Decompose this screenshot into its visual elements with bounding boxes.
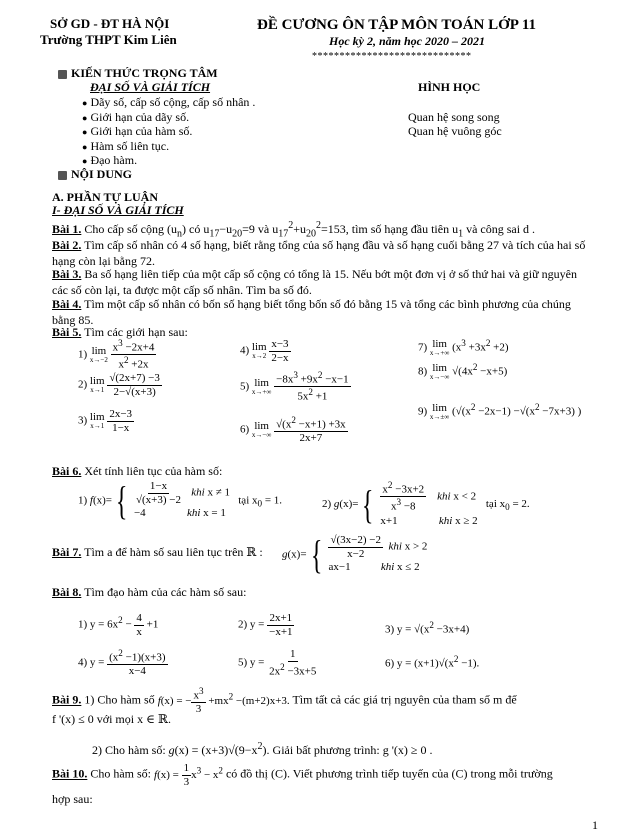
limit-5: 5) lim x→+∞ $\frac{-8x^3 +9x^2 -x-1}{5x^2 +1}$ bbox=[240, 370, 349, 403]
content-heading: NỘI DUNG bbox=[58, 167, 132, 183]
problem-10: Bài 10. Cho hàm số: f(x) = $\frac{1}{3}$ $x^3 - x^2$ có đồ thị (C). Viết phương trình tiếp tuyến của (C) trong mỗi trường bbox=[52, 762, 553, 788]
geometry-item: Quan hệ song song bbox=[408, 110, 500, 124]
header-dept: SỞ GD - ĐT HÀ NỘI bbox=[50, 16, 170, 31]
algebra-heading: ĐẠI SỐ VÀ GIẢI TÍCH bbox=[90, 80, 211, 94]
limit-9: 9) lim x→±∞ ($√(x^2 -2x-1) -√(x^2 -7x+3)$ ) bbox=[418, 402, 582, 422]
problem-5: Bài 5. Tìm các giới hạn sau: bbox=[52, 325, 188, 339]
problem-1: Bài 1. Cho cấp số cộng $(u_n)$ có $u_{17}-u_{20}=9$ và $u_{17}^2+u_{20}^2=153$, tìm số hạng đầu tiên $u_1$ và công sai d . bbox=[52, 220, 536, 240]
limit-8: 8) lim x→−∞ $√(4x^2 -x+5)$ bbox=[418, 362, 508, 382]
problem-9-part2: 2) Cho hàm số: $g(x) = (x+3)√(9-x^2)$. Giải bất phương trình: g '(x) ≥ 0 . bbox=[92, 741, 433, 757]
limit-3: 3) lim x→1 $\frac{2x-3}{1-x}$ bbox=[78, 408, 133, 434]
problem-9: Bài 9. 1) Cho hàm số f(x) = − $\frac{x^3}{3}$ $+mx^2 -(m+2)x+3$. Tìm tất cả các giá trị nguyên của tham số m để bbox=[52, 686, 517, 716]
problem-3: Bài 3. Ba số hạng liên tiếp của một cấp số cộng có tổng là 15. Nếu bớt một đơn vị ở số thứ hai và giữ nguyên các số còn lại, ta được một cấp số nhân. Tìm ba số đó. bbox=[52, 267, 577, 297]
problem-9-condition: f '(x) ≤ 0 với mọi x ∈ ℝ. bbox=[52, 712, 171, 726]
pointer-icon bbox=[58, 70, 67, 79]
problem-6: Bài 6. Xét tính liên tục của hàm số: bbox=[52, 464, 223, 478]
algebra-item: ● Đạo hàm. bbox=[82, 153, 138, 167]
derivative-1: 1) $y = 6x^2$ − $\frac{4}{x}$ +1 bbox=[78, 612, 159, 638]
algebra-item: ● Giới hạn của dãy số. bbox=[82, 110, 190, 124]
pointer-icon bbox=[58, 171, 67, 180]
problem-7: Bài 7. Tìm a để hàm số sau liên tục trên ℝ : bbox=[52, 545, 263, 559]
problem-8: Bài 8. Tìm đạo hàm của các hàm số sau: bbox=[52, 585, 247, 599]
header-stars: ***************************** bbox=[312, 51, 472, 62]
part-i-heading: I- ĐẠI SỐ VÀ GIẢI TÍCH bbox=[52, 203, 184, 217]
limit-1: 1) lim x→−2 $\frac{x^3 -2x+4}{x^2 +2x}$ bbox=[78, 338, 155, 371]
header-title: ĐỀ CƯƠNG ÔN TẬP MÔN TOÁN LỚP 11 bbox=[257, 17, 537, 33]
algebra-item: ● Hàm số liên tục. bbox=[82, 139, 170, 153]
limit-7: 7) lim x→+∞ $(x^3 +3x^2 +2)$ bbox=[418, 338, 509, 358]
function-g-piecewise-a: g(x)={ $\frac{√(3x-2) -2}{x-2}$ khi x > 2 ax−1 khi x ≤ 2 bbox=[282, 531, 428, 577]
derivative-5: 5) y = $\frac{1}{2x^2 -3x+5}$ bbox=[238, 648, 317, 678]
derivative-3: 3) $y = √(x^2 -3x+4)$ bbox=[385, 620, 470, 636]
knowledge-heading: KIẾN THỨC TRỌNG TÂM bbox=[58, 66, 218, 82]
function-g-piecewise: 2) g(x)={ $\frac{x^2 -3x+2}{x^3 -8}$ khi x < 2 x+1 khi x ≥ 2 tại $x_0 = 2$. bbox=[322, 480, 530, 527]
problem-10-cont: hợp sau: bbox=[52, 792, 93, 806]
limit-6: 6) lim x→−∞ $\frac{√(x^2 -x+1) +3x}{2x+7}$ bbox=[240, 415, 346, 445]
algebra-item: ● Giới hạn của hàm số. bbox=[82, 124, 193, 138]
algebra-item: ● Dãy số, cấp số cộng, cấp số nhân . bbox=[82, 95, 256, 109]
derivative-2: 2) y = $\frac{2x+1}{-x+1}$ bbox=[238, 612, 293, 638]
problem-4: Bài 4. Tìm một cấp số nhân có bốn số hạng biết tổng bốn số đó bằng 15 và tổng các bình phương của chúng bằng 85. bbox=[52, 297, 571, 327]
derivative-4: 4) y = $\frac{(x^2 -1)(x+3)}{x-4}$ bbox=[78, 648, 166, 678]
limit-4: 4) lim x→2 $\frac{x-3}{2-x}$ bbox=[240, 338, 289, 364]
derivative-6: 6) $y = (x+1)√(x^2 -1)$. bbox=[385, 654, 480, 670]
problem-2: Bài 2. Tìm cấp số nhân có 4 số hạng, biết rằng tổng của số hạng đầu và số hạng cuối bằng 27 và tích của hai số hạng còn lại bằng 72. bbox=[52, 238, 586, 268]
geometry-item: Quan hệ vuông góc bbox=[408, 124, 502, 138]
function-f-piecewise: 1) f(x)={ $\frac{1-x}{√(x+3) -2}$ khi x ≠ 1 −4 khi x = 1 tại $x_0 = 1$. bbox=[78, 477, 283, 523]
geometry-heading: HÌNH HỌC bbox=[418, 80, 481, 94]
header-subtitle: Học kỳ 2, năm học 2020 – 2021 bbox=[329, 34, 485, 48]
page-number: 1 bbox=[592, 818, 598, 832]
part-a-heading: A. PHẦN TỰ LUẬN bbox=[52, 190, 159, 204]
limit-2: 2) lim x→1 $\frac{√(2x+7) -3}{2-√(x+3)}$ bbox=[78, 372, 160, 398]
header-school: Trường THPT Kim Liên bbox=[40, 32, 177, 47]
